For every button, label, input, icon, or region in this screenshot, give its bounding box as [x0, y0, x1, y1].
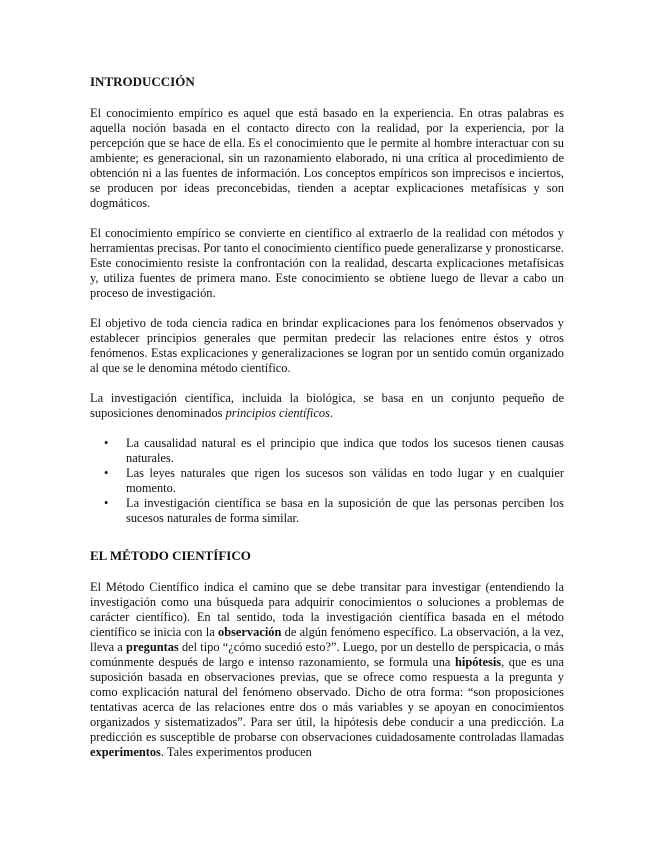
method-text-d: , que es una suposición basada en observaciones previas, que se ofrece como respuesta a la pregunta y como explicación natural del fenómeno observado. Dicho de otra forma: “son proposiciones tentativas acerca de las relaciones entre dos o más variables y se apoyan en conocimientos organizados y sistematizados”. Para ser útil, la hipótesis debe conducir a una predicción. La predicción es susceptible de probarse con observaciones cuidadosamente controladas llamadas — [90, 655, 564, 744]
principles-list — [90, 436, 564, 526]
term-observacion: observación — [218, 625, 282, 639]
method-text-c: del tipo “¿cómo sucedió esto?”. Luego, por un destello de perspicacia, o más comúnmente después de largo e intenso razonamiento, se formula una — [90, 640, 564, 669]
method-text-b: de algún fenómeno específico. La observación, a la vez, lleva a — [90, 625, 564, 654]
intro-paragraph-4 — [90, 391, 564, 421]
intro-heading: INTRODUCCIÓN — [90, 74, 195, 89]
intro-paragraph-4-text: La investigación científica, incluida la biológica, se basa en un conjunto pequeño de suposiciones denominados — [90, 391, 564, 420]
list-item: • Las leyes naturales que rigen los sucesos son válidas en todo lugar y en cualquier momento. — [126, 466, 564, 496]
term-experimentos: experimentos — [90, 745, 161, 759]
intro-paragraph-1: El conocimiento empírico es aquel que está basado en la experiencia. En otras palabras es aquella noción basada en el contacto directo con la realidad, por la experiencia, por la percepción que se hace de ella. Es el conocimiento que le permite al hombre interactuar con su ambiente; es generacional, sin un razonamiento elaborado, ni una crítica al procedimiento de obtención ni a las fuentes de información. Los conceptos empíricos son imprecisos e inciertos, se producen por ideas preconcebidas, tienden a aceptar explicaciones metafísicas y son dogmáticos. — [90, 106, 564, 210]
term-hipotesis: hipótesis — [454, 655, 502, 669]
list-item: • La investigación científica se basa en la suposición de que las personas perciben los sucesos naturales de forma similar. — [126, 496, 564, 526]
term-preguntas: preguntas — [125, 640, 179, 654]
document-page — [90, 74, 564, 760]
method-text-a: El Método Científico indica el camino que se debe transitar para investigar (entendiendo la investigación como una búsqueda para adquirir conocimientos o soluciones a problemas de carácter científico). En tal sentido, toda la investigación científica basada en el método científico se inicia con la — [90, 580, 564, 639]
intro-paragraph-4-end: . — [329, 406, 333, 420]
method-paragraph — [90, 580, 564, 760]
intro-paragraph-3: El objetivo de toda ciencia radica en brindar explicaciones para los fenómenos observados y establecer principios generales que permitan predecir las relaciones entre éstos y otros fenómenos. Estas explicaciones y generalizaciones se logran por un sentido común organizado al que se le denomina método científico. — [90, 316, 564, 375]
intro-paragraph-2: El conocimiento empírico se convierte en científico al extraerlo de la realidad con métodos y herramientas precisas. Por tanto el conocimiento científico puede generalizarse y pronosticarse. Este conocimiento resiste la confrontación con la realidad, descarta explicaciones metafísicas y, utiliza fuentes de primera mano. Este conocimiento se obtiene luego de llevar a cabo un proceso de investigación. — [90, 226, 564, 300]
method-heading: EL MÉTODO CIENTÍFICO — [90, 548, 251, 563]
principles-term: principios científicos — [225, 406, 330, 420]
list-item: • La causalidad natural es el principio que indica que todos los sucesos tienen causas naturales. — [126, 436, 564, 466]
method-text-e: . Tales experimentos producen — [160, 745, 312, 759]
